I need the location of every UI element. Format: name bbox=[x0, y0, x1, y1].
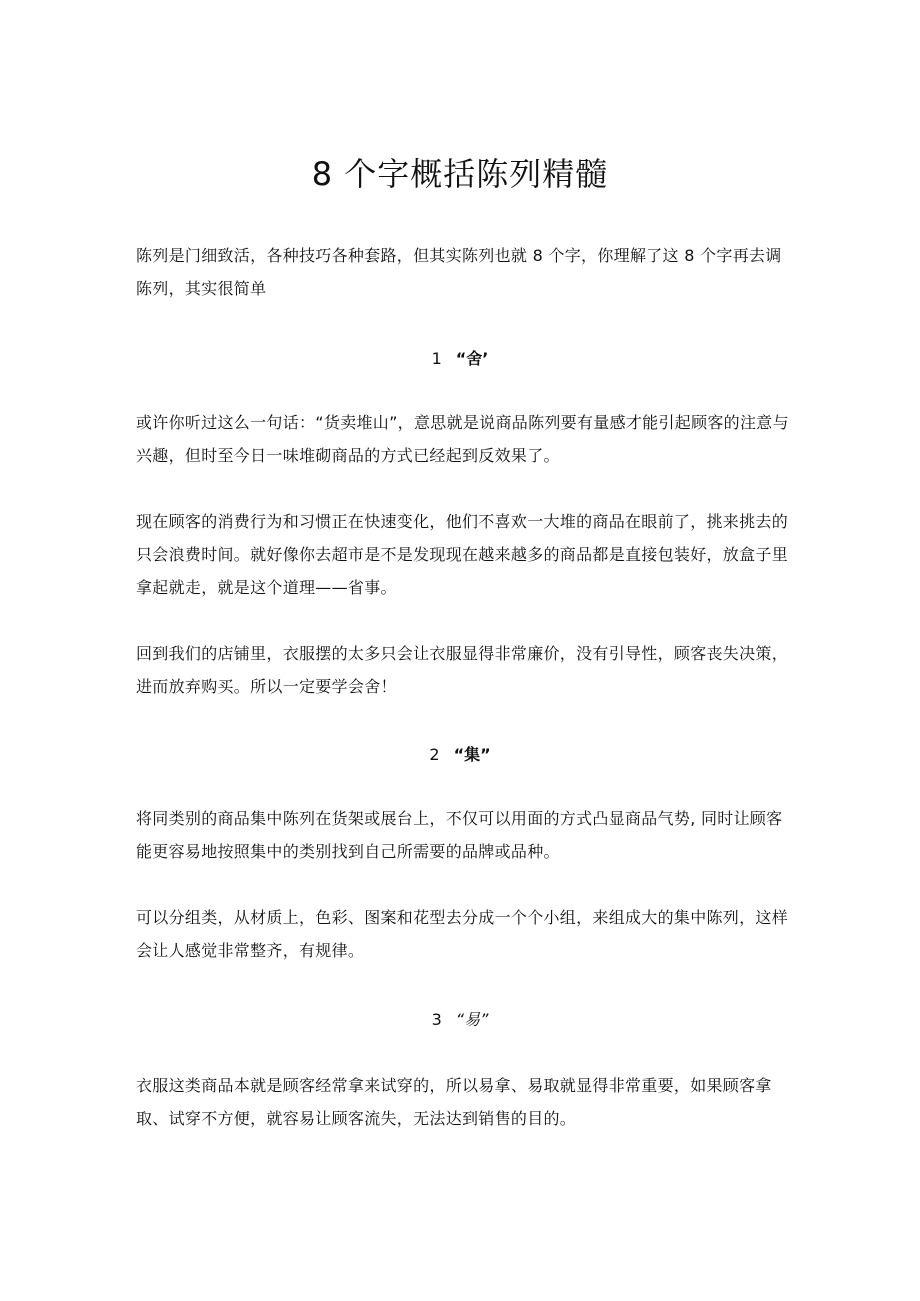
section-heading-3 bbox=[0, 1006, 920, 1034]
section-number: 2 bbox=[429, 745, 440, 764]
section-1-paragraph-1: 或许你听过这么一句话：“货卖堆山”，意思就是说商品陈列要有量感才能引起顾客的注意与兴趣，但时至今日一味堆砌商品的方式已经起到反效果了。 bbox=[136, 413, 789, 465]
section-1-paragraph-2: 现在顾客的消费行为和习惯正在快速变化，他们不喜欢一大堆的商品在眼前了，挑来挑去的只会浪费时间。就好像你去超市是不是发现现在越来越多的商品都是直接包装好，放盒子里拿起就走，就是这个道理——省事。 bbox=[136, 512, 789, 597]
document-title: 8 个字概括陈列精髓 bbox=[311, 155, 609, 193]
section-keyword: “集” bbox=[453, 745, 491, 764]
section-number: 3 bbox=[431, 1010, 442, 1029]
section-heading-1 bbox=[0, 345, 920, 373]
section-number: 1 bbox=[431, 349, 442, 368]
section-2-paragraph-1: 将同类别的商品集中陈列在货架或展台上，不仅可以用面的方式凸显商品气势, 同时让顾客能更容易地按照集中的类别找到自己所需要的品牌或品种。 bbox=[136, 809, 783, 861]
section-1-paragraph-3: 回到我们的店铺里，衣服摆的太多只会让衣服显得非常廉价，没有引导性，顾客丧失决策，进而放弃购买。所以一定要学会舍！ bbox=[136, 644, 789, 696]
section-keyword: “易” bbox=[455, 1010, 489, 1029]
section-heading-2 bbox=[0, 741, 920, 769]
section-3-paragraph-1: 衣服这类商品本就是顾客经常拿来试穿的，所以易拿、易取就显得非常重要，如果顾客拿取、试穿不方便，就容易让顾客流失，无法达到销售的目的。 bbox=[136, 1076, 772, 1128]
section-2-paragraph-2: 可以分组类，从材质上，色彩、图案和花型去分成一个个小组，来组成大的集中陈列，这样会让人感觉非常整齐，有规律。 bbox=[136, 908, 789, 960]
section-keyword: “舍’ bbox=[455, 349, 489, 368]
intro-paragraph: 陈列是门细致活，各种技巧各种套路，但其实陈列也就 8 个字，你理解了这 8 个字再去调陈列，其实很简单 bbox=[136, 246, 782, 298]
